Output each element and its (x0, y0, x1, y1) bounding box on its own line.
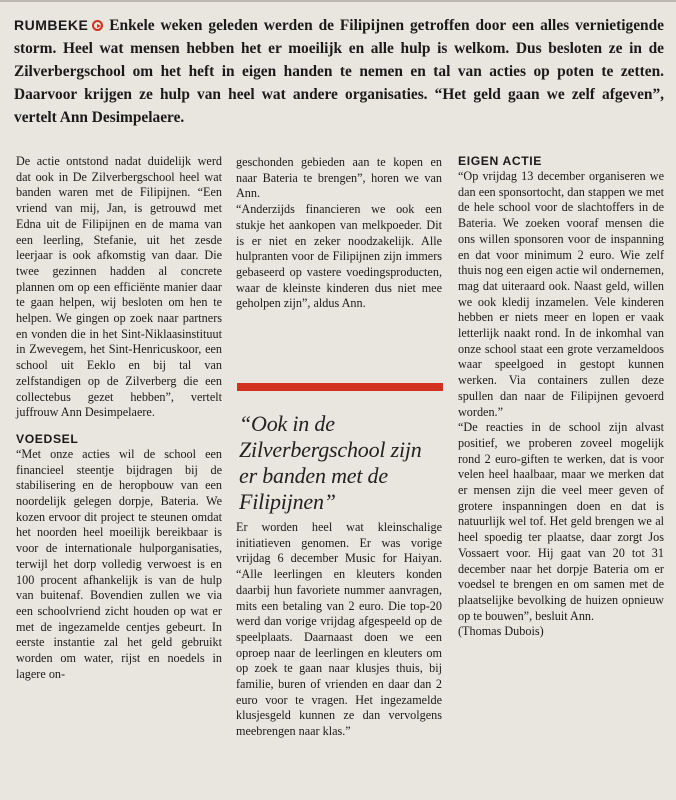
body-paragraph: Er worden heel wat kleinschalige initiatieven genomen. Er was vorige vrijdag 6 december Music for Haiyan. “Alle leerlingen en kleuters konden daarbij hun favoriete nummer aanvragen, mits een betaling van 2 euro. Die top-20 werd dan vorige vrijdag afgespeeld op de speelplaats. Daarnaast doen we een oproep naar de leerlingen en kleuters om op zoek te gaan naar klusjes thuis, bij familie, buren of vrienden en daar dan 2 euro voor te vragen. Het ingezamelde klusjesgeld kunnen ze dan vervolgens meebrengen naar klas.” (236, 520, 442, 739)
body-paragraph: geschonden gebieden aan te kopen en naar Bateria te brengen”, horen we van Ann. (236, 155, 442, 201)
column-3 (458, 153, 664, 640)
body-paragraph: “De reacties in de school zijn alvast positief, we proberen zoveel mogelijk rond 2 euro-giften te werken, dat is voor velen heel haalbaar, maar we merken dat er mensen zijn die veel meer geven of grotere inspanningen doen en dat is natuurlijk wel tof. Het geld brengen we al heel spoedig ter plaatse, daar zorgt Jos Vossaert voor. Hij gaat van 20 tot 31 december naar het dorpje Bateria om er voedsel te brengen en om samen met de plaatselijke bevolking de huizen opnieuw op te bouwen”, besluit Ann. (458, 420, 664, 623)
body-paragraph: “Op vrijdag 13 december organiseren we dan een sponsortocht, dan stappen we met de hele school voor de slachtoffers in de Bateria. We zoeken vooraf mensen die ons willen sponsoren voor de inspanning en dat voor minimum 2 euro. Wie zelf thuis nog een eigen actie wil ondernemen, mag dat uiteraard ook. Naast geld, willen we ook kledij inzamelen. Vele kinderen hebben er niets meer en lopen er vaak letterlijk naakt rond. In de inkomhal van onze school staat een grote verzameldoos waar speelgoed in gestopt kunnen werken. Via containers zullen deze spullen dan naar de Filipijnen gevoerd worden.” (458, 169, 664, 419)
pull-quote: “Ook in de Zilverbergschool zijn er banden met de Filipijnen” (239, 411, 422, 514)
pull-quote-rule (237, 383, 443, 391)
article-lead (14, 14, 664, 129)
byline: (Thomas Dubois) (458, 624, 544, 639)
dateline-kicker: RUMBEKE (14, 17, 89, 33)
subheading-voedsel: VOEDSEL (16, 431, 79, 446)
body-paragraph: “Met onze acties wil de school een financieel steentje bijdragen bij de stabilisering en de heropbouw van een noordelijk gelegen dorpje, Bateria. We kozen ervoor dit project te steunen omdat het noorden heel moeilijk bereikbaar is voor de internationale hulporganisaties, terwijl het dorp volledig verwoest is en 100 procent afhankelijk is van de hulp van buitenaf. Bovendien zullen we via een schoolvriend zicht houden op wat er met de ingezamelde centjes gebeurt. In eerste instantie zal het geld gebruikt worden om water, rijst en noedels in lagere on- (16, 446, 222, 681)
column-1 (16, 154, 222, 683)
body-paragraph: “Anderzijds financieren we ook een stukje het aankopen van melkpoeder. Dit is er niet en zeker noodzakelijk. Alle hulpranten voor de Filipijnen zijn immers gebaseerd op vastere voedingsproducten, waar de kleinste kinderen dus niet mee geholpen zijn”, aldus Ann. (236, 202, 442, 311)
subheading-eigen-actie: EIGEN ACTIE (458, 154, 543, 168)
body-paragraph: De actie ontstond nadat duidelijk werd dat ook in De Zilverbergschool heel wat banden waren met de Filipijnen. “Een vriend van mij, Jan, is getrouwd met Edna uit de Filipijnen en de mama van een leerling, Stefanie, uit het zesde leerjaar is ook afkomstig van daar. Die twee gezinnen hadden al concrete plannen om op een efficiënte manier daar te gaan helpen, wij besloten om hen te helpen. We gingen op zoek naar partners en vonden die in het Sint-Niklaasinstituut in Zwevegem, het Sint-Henricuskoor, een school uit Eeklo en bij tal van zelfstandigen op de Zilverberg die een collectebus gezet hebben”, vertelt juffrouw Ann Desimpelaere. (16, 154, 222, 420)
column-2-continued (236, 520, 442, 740)
arrow-right-icon (92, 20, 103, 31)
lead-text: Enkele weken geleden werden de Filipijnen getroffen door een alles vernietigende storm. Heel wat mensen hebben het er moeilijk en alle hulp is welkom. Dus besloten ze in de Zilverbergschool om het heft in eigen handen te nemen en tal van acties op poten te zetten. Daarvoor krijgen ze hulp van heel wat andere organisaties. “Het geld gaan we zelf afgeven”, vertelt Ann Desimpelaere. (14, 17, 664, 126)
column-2 (236, 155, 442, 312)
